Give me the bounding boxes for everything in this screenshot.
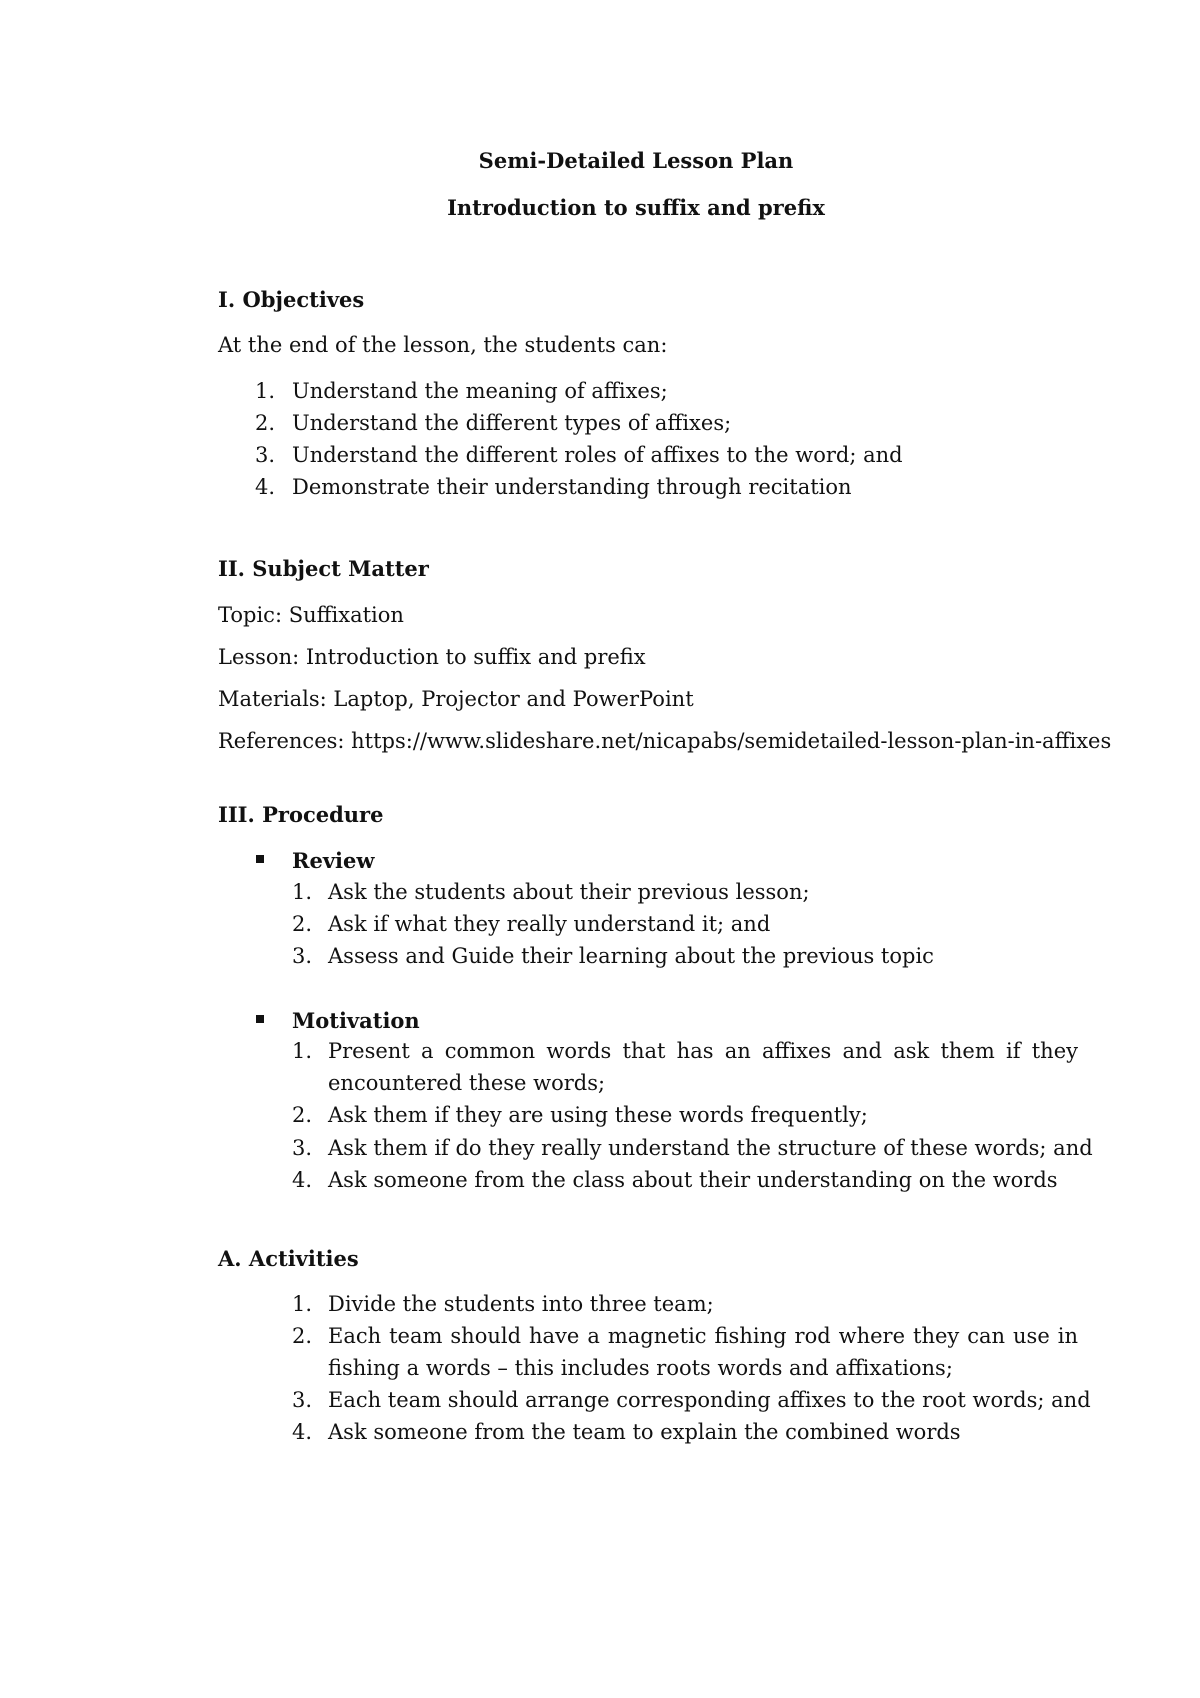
motivation-number: 1. [292,1039,313,1063]
document-subtitle: Introduction to suffix and prefix [447,195,825,220]
activity-item: Ask someone from the team to explain the combined words [328,1420,961,1444]
motivation-item: Present a common words that has an affixes and ask them if they [328,1039,1078,1063]
objective-item: Understand the different types of affixes; [292,411,732,435]
review-number: 1. [292,880,313,904]
motivation-item-continued: encountered these words; [328,1071,606,1095]
activity-number: 1. [292,1292,313,1316]
activity-number: 3. [292,1388,313,1412]
objective-number: 3. [255,443,276,467]
objective-item: Understand the meaning of affixes; [292,379,668,403]
objective-item: Understand the different roles of affixes to the word; and [292,443,903,467]
activity-item: Each team should have a magnetic fishing rod where they can use in [328,1324,1078,1348]
review-number: 3. [292,944,313,968]
review-number: 2. [292,912,313,936]
motivation-item: Ask them if do they really understand the structure of these words; and [328,1136,1093,1160]
square-bullet-icon [256,855,264,863]
review-item: Ask the students about their previous lesson; [328,880,810,904]
motivation-item: Ask someone from the class about their understanding on the words [328,1168,1058,1192]
motivation-number: 3. [292,1136,313,1160]
subject-materials: Materials: Laptop, Projector and PowerPoint [218,687,694,711]
review-item: Ask if what they really understand it; and [328,912,771,936]
objective-number: 1. [255,379,276,403]
activities-heading: A. Activities [218,1246,359,1271]
subject-references: References: https://www.slideshare.net/nicapabs/semidetailed-lesson-plan-in-affixes [218,729,1112,753]
square-bullet-icon [256,1015,264,1023]
activity-number: 4. [292,1420,313,1444]
review-label: Review [292,848,375,873]
objectives-intro: At the end of the lesson, the students can: [218,333,668,357]
objectives-heading: I. Objectives [218,287,365,312]
subject-lesson: Lesson: Introduction to suffix and prefix [218,645,646,669]
activity-number: 2. [292,1324,313,1348]
motivation-label: Motivation [292,1008,420,1033]
objective-number: 4. [255,475,276,499]
procedure-heading: III. Procedure [218,802,384,827]
activity-item: Each team should arrange corresponding affixes to the root words; and [328,1388,1091,1412]
subject-topic: Topic: Suffixation [218,603,404,627]
document-title: Semi-Detailed Lesson Plan [478,148,794,173]
motivation-number: 4. [292,1168,313,1192]
activity-item: Divide the students into three team; [328,1292,714,1316]
objective-item: Demonstrate their understanding through recitation [292,475,852,499]
objective-number: 2. [255,411,276,435]
motivation-number: 2. [292,1103,313,1127]
activity-item-continued: fishing a words – this includes roots words and affixations; [328,1356,953,1380]
subject-matter-heading: II. Subject Matter [218,556,429,581]
motivation-item: Ask them if they are using these words frequently; [328,1103,868,1127]
review-item: Assess and Guide their learning about the previous topic [328,944,934,968]
